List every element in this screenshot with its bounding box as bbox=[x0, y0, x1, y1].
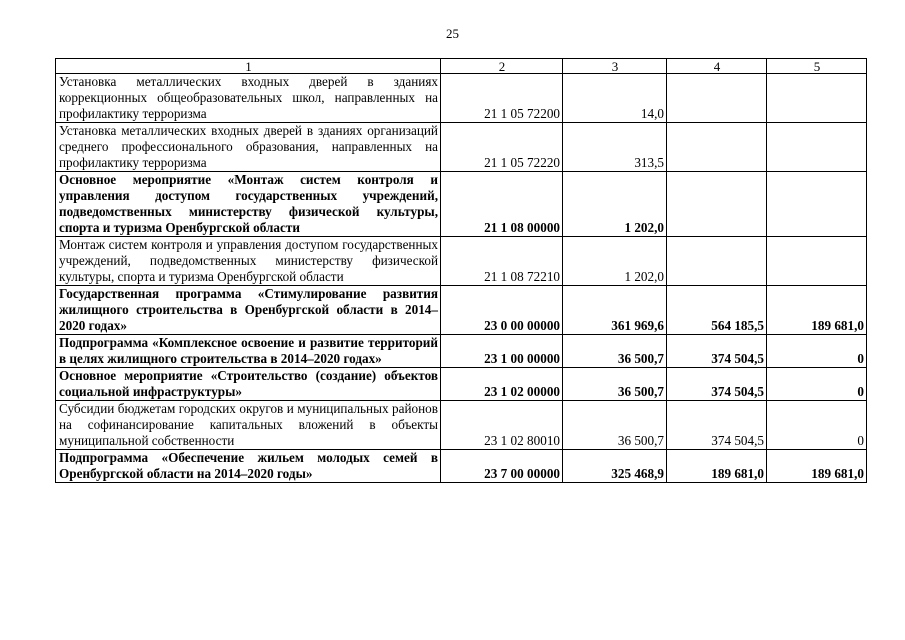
table-row bbox=[56, 335, 867, 368]
row-code-cell: 23 1 02 00000 bbox=[441, 368, 563, 401]
row-value-col5 bbox=[767, 172, 867, 237]
table-row bbox=[56, 401, 867, 450]
row-code-cell: 23 0 00 00000 bbox=[441, 286, 563, 335]
column-header: 1 bbox=[56, 59, 441, 74]
row-value-col3: 1 202,0 bbox=[563, 237, 667, 286]
row-name-cell: Основное мероприятие «Строительство (создание) объектов социальной инфраструктуры» bbox=[56, 368, 441, 401]
row-value-col3: 36 500,7 bbox=[563, 368, 667, 401]
page-number: 25 bbox=[446, 26, 459, 41]
row-value-col4: 374 504,5 bbox=[667, 401, 767, 450]
table-row bbox=[56, 286, 867, 335]
row-code-cell: 23 1 02 80010 bbox=[441, 401, 563, 450]
row-value-col5: 0 bbox=[767, 401, 867, 450]
row-name-cell: Монтаж систем контроля и управления доступом государственных учреждений, подведомственных министерству физической культуры, спорта и туризма Оренбургской области bbox=[56, 237, 441, 286]
row-value-col3: 14,0 bbox=[563, 74, 667, 123]
row-value-col4: 564 185,5 bbox=[667, 286, 767, 335]
row-value-col5: 189 681,0 bbox=[767, 450, 867, 483]
row-code-cell: 21 1 08 00000 bbox=[441, 172, 563, 237]
column-header: 2 bbox=[441, 59, 563, 74]
row-value-col4: 189 681,0 bbox=[667, 450, 767, 483]
row-name-cell: Государственная программа «Стимулирование развития жилищного строительства в Оренбургской области в 2014–2020 годах» bbox=[56, 286, 441, 335]
row-value-col5: 0 bbox=[767, 335, 867, 368]
table-body bbox=[56, 74, 867, 483]
row-value-col4: 374 504,5 bbox=[667, 368, 767, 401]
table-row bbox=[56, 237, 867, 286]
row-value-col5 bbox=[767, 123, 867, 172]
row-name-cell: Подпрограмма «Обеспечение жильем молодых семей в Оренбургской области на 2014–2020 годы» bbox=[56, 450, 441, 483]
row-value-col5: 0 bbox=[767, 368, 867, 401]
column-header: 3 bbox=[563, 59, 667, 74]
row-code-cell: 21 1 05 72200 bbox=[441, 74, 563, 123]
row-name-cell: Установка металлических входных дверей в зданиях коррекционных общеобразовательных школ, направленных на профилактику терроризма bbox=[56, 74, 441, 123]
row-value-col3: 36 500,7 bbox=[563, 335, 667, 368]
column-header: 4 bbox=[667, 59, 767, 74]
table-row bbox=[56, 123, 867, 172]
row-value-col3: 1 202,0 bbox=[563, 172, 667, 237]
row-value-col3: 313,5 bbox=[563, 123, 667, 172]
row-value-col3: 36 500,7 bbox=[563, 401, 667, 450]
column-header: 5 bbox=[767, 59, 867, 74]
row-value-col3: 325 468,9 bbox=[563, 450, 667, 483]
row-value-col4 bbox=[667, 123, 767, 172]
row-name-cell: Подпрограмма «Комплексное освоение и развитие территорий в целях жилищного строительства в 2014–2020 годах» bbox=[56, 335, 441, 368]
table-row bbox=[56, 172, 867, 237]
row-name-cell: Субсидии бюджетам городских округов и муниципальных районов на софинансирование капитальных вложений в объекты муниципальной собственности bbox=[56, 401, 441, 450]
row-value-col3: 361 969,6 bbox=[563, 286, 667, 335]
row-value-col4: 374 504,5 bbox=[667, 335, 767, 368]
table-header-row bbox=[56, 59, 867, 74]
table-row bbox=[56, 74, 867, 123]
table-row bbox=[56, 450, 867, 483]
row-value-col4 bbox=[667, 74, 767, 123]
budget-table bbox=[55, 58, 867, 483]
row-value-col5 bbox=[767, 237, 867, 286]
row-code-cell: 21 1 05 72220 bbox=[441, 123, 563, 172]
row-name-cell: Основное мероприятие «Монтаж систем контроля и управления доступом государственных учреждений, подведомственных министерству физической культуры, спорта и туризма Оренбургской области bbox=[56, 172, 441, 237]
row-code-cell: 23 1 00 00000 bbox=[441, 335, 563, 368]
row-value-col5: 189 681,0 bbox=[767, 286, 867, 335]
row-code-cell: 21 1 08 72210 bbox=[441, 237, 563, 286]
row-value-col4 bbox=[667, 237, 767, 286]
table-row bbox=[56, 368, 867, 401]
row-value-col4 bbox=[667, 172, 767, 237]
row-name-cell: Установка металлических входных дверей в зданиях организаций среднего профессионального образования, направленных на профилактику терроризма bbox=[56, 123, 441, 172]
row-value-col5 bbox=[767, 74, 867, 123]
row-code-cell: 23 7 00 00000 bbox=[441, 450, 563, 483]
